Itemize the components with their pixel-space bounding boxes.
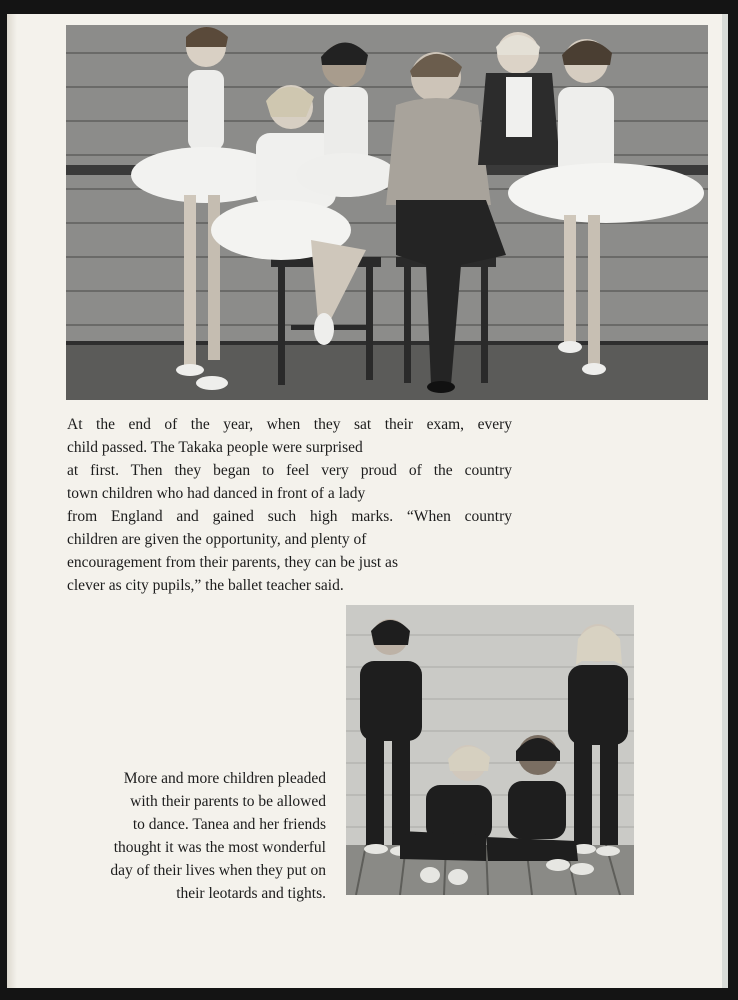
side-paragraph-line: to dance. Tanea and her friends	[132, 816, 326, 833]
side-paragraph-line: thought it was the most wonderful	[113, 839, 326, 856]
skirting	[66, 341, 708, 345]
main-paragraph-line: clever as city pupils,” the ballet teacher said.	[67, 577, 344, 594]
floor	[66, 343, 708, 400]
photo-children-in-leotards	[346, 605, 634, 895]
page-edge	[722, 14, 728, 988]
side-paragraph-line: with their parents to be allowed	[130, 793, 326, 810]
photo-leotards-illustration	[346, 605, 634, 895]
photo-ballet-class-with-teacher	[66, 25, 708, 400]
side-paragraph-line: their leotards and tights.	[176, 885, 326, 902]
main-paragraph-line: from England and gained such high marks. “When country	[67, 508, 512, 525]
page-gutter-shadow	[7, 14, 17, 988]
main-paragraph-line: at first. Then they began to feel very proud of the country	[67, 462, 512, 479]
photo-ballet-class-illustration	[66, 25, 708, 400]
side-paragraph-line: More and more children pleaded	[123, 770, 326, 787]
main-paragraph-line: At the end of the year, when they sat their exam, every	[67, 416, 512, 433]
main-paragraph	[67, 413, 512, 597]
main-paragraph-line: encouragement from their parents, they can be just as	[67, 554, 398, 571]
side-paragraph-line: day of their lives when they put on	[110, 862, 326, 879]
main-paragraph-line: child passed. The Takaka people were surprised	[67, 439, 363, 456]
side-paragraph	[68, 767, 326, 905]
main-paragraph-line: town children who had danced in front of a lady	[67, 485, 366, 502]
main-paragraph-line: children are given the opportunity, and plenty of	[67, 531, 367, 548]
